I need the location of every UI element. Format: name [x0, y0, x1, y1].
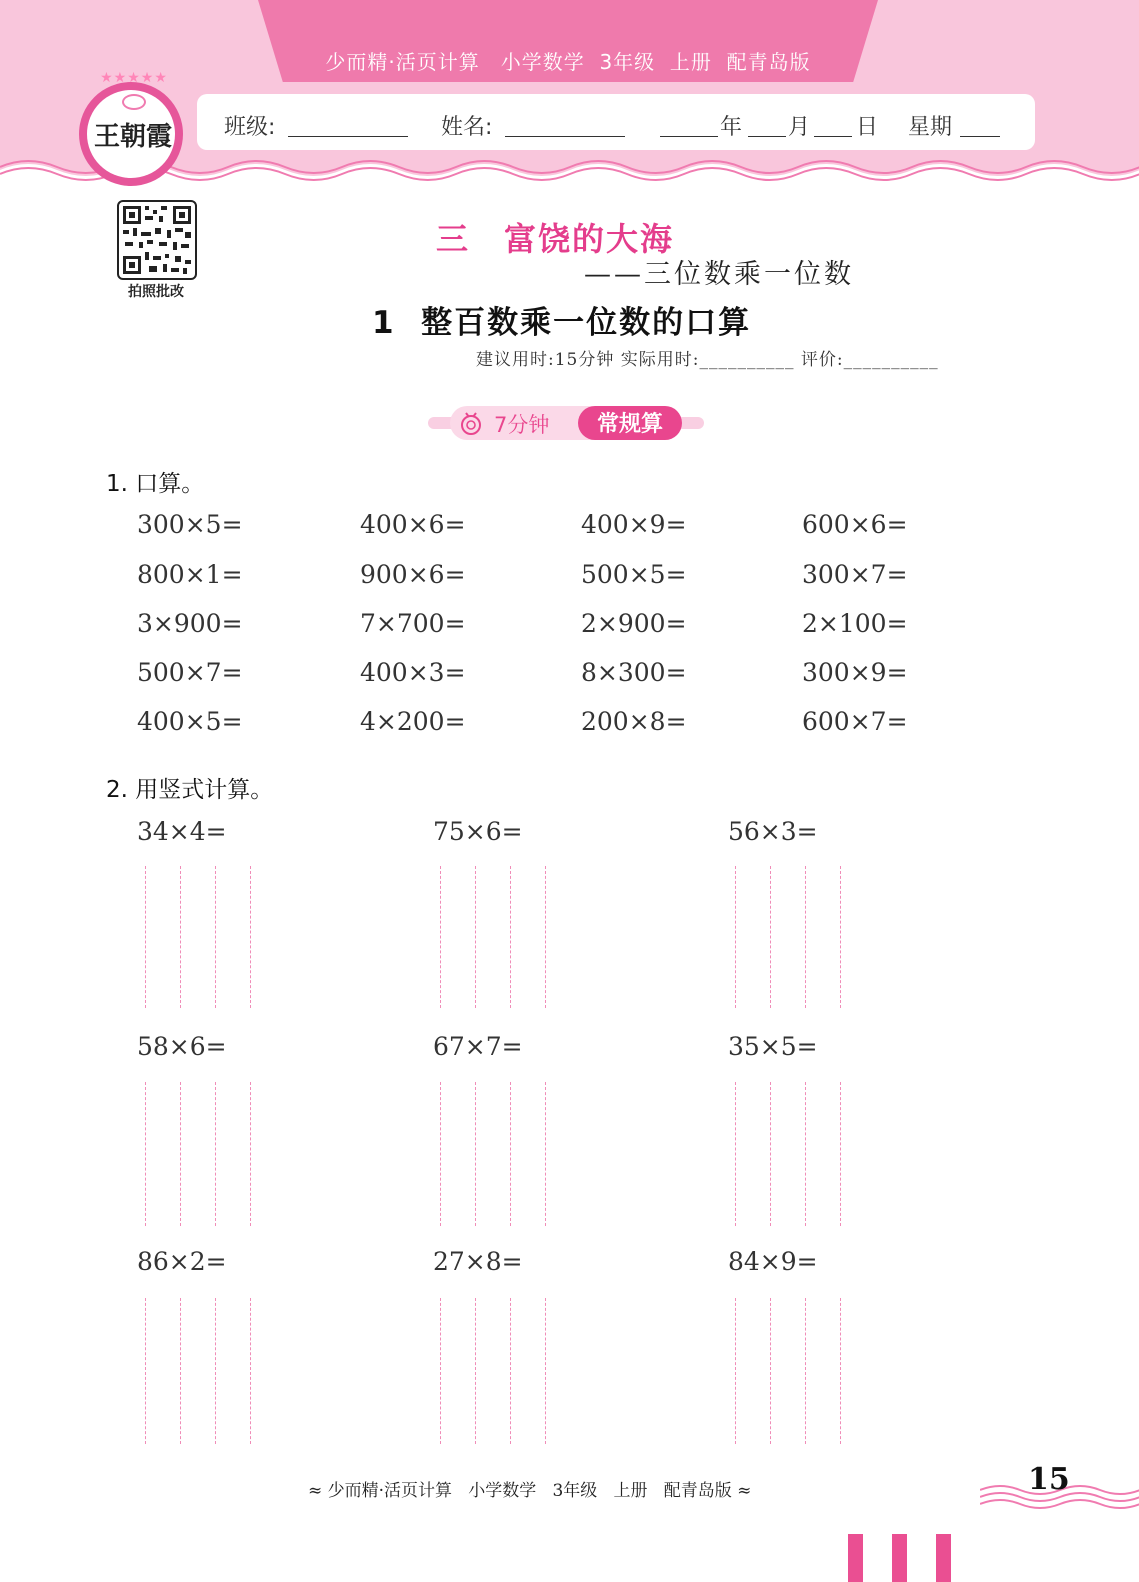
work-guide-line [545, 866, 546, 1008]
edge-tab-mark [892, 1534, 907, 1582]
work-guide-line [180, 866, 181, 1008]
logo-text: 王朝霞 [93, 122, 172, 152]
logo-stars-icon: ★★★★★ [100, 70, 168, 86]
work-guide-line [475, 1082, 476, 1226]
oral-problem: 400×9= [581, 510, 687, 539]
work-guide-line [250, 866, 251, 1008]
work-guide-line [440, 1298, 441, 1444]
work-guide-line [215, 1082, 216, 1226]
medal-clock-icon [458, 410, 484, 436]
work-guide-line [250, 1298, 251, 1444]
day-field[interactable] [814, 136, 852, 137]
work-guide-line [215, 1298, 216, 1444]
work-guide-line [735, 1082, 736, 1226]
work-guide-line [475, 866, 476, 1008]
unit-title: 三 富饶的大海 [436, 220, 675, 258]
work-guide-line [145, 1082, 146, 1226]
edge-tab-mark [936, 1534, 951, 1582]
footer-series-text: ≈ 少而精·活页计算 小学数学 3年级 上册 配青岛版 ≈ [308, 1481, 752, 1501]
page-number: 15 [1028, 1462, 1070, 1497]
oral-problem: 600×7= [802, 707, 908, 736]
vertical-problem: 56×3= [728, 817, 818, 846]
oral-problem: 500×5= [581, 560, 687, 589]
work-guide-line [805, 1082, 806, 1226]
work-guide-line [770, 1298, 771, 1444]
work-guide-line [510, 1298, 511, 1444]
edge-tab-mark [848, 1534, 863, 1582]
work-guide-line [475, 1298, 476, 1444]
work-guide-line [840, 1298, 841, 1444]
oral-problem: 2×900= [581, 609, 687, 638]
question-1-heading: 1. 口算。 [106, 471, 205, 497]
work-guide-line [440, 1082, 441, 1226]
vertical-problem: 67×7= [433, 1032, 523, 1061]
work-guide-line [805, 1298, 806, 1444]
month-field[interactable] [748, 136, 786, 137]
work-guide-line [770, 1082, 771, 1226]
year-label: 年 [720, 115, 743, 140]
class-field[interactable] [288, 136, 408, 137]
qr-caption: 拍照批改 [128, 284, 184, 300]
work-guide-line [215, 866, 216, 1008]
oral-problem: 400×6= [360, 510, 466, 539]
work-guide-line [545, 1082, 546, 1226]
oral-problem: 2×100= [802, 609, 908, 638]
work-guide-line [180, 1082, 181, 1226]
class-label: 班级: [224, 115, 276, 140]
work-guide-line [145, 1298, 146, 1444]
oral-problem: 7×700= [360, 609, 466, 638]
work-guide-line [440, 866, 441, 1008]
oral-problem: 800×1= [137, 560, 243, 589]
unit-subtitle: ——三位数乘一位数 [584, 259, 854, 290]
name-field[interactable] [505, 136, 625, 137]
oral-problem: 200×8= [581, 707, 687, 736]
work-guide-line [840, 866, 841, 1008]
work-guide-line [250, 1082, 251, 1226]
oral-problem: 300×5= [137, 510, 243, 539]
oral-problem: 600×6= [802, 510, 908, 539]
oral-problem: 3×900= [137, 609, 243, 638]
badge-type: 常规算 [596, 412, 663, 437]
oral-problem: 300×7= [802, 560, 908, 589]
work-guide-line [145, 866, 146, 1008]
oral-problem: 400×5= [137, 707, 243, 736]
qr-code-icon[interactable] [117, 200, 197, 280]
work-guide-line [510, 866, 511, 1008]
work-guide-line [805, 866, 806, 1008]
oral-problem: 300×9= [802, 658, 908, 687]
oral-problem: 400×3= [360, 658, 466, 687]
oral-problem: 8×300= [581, 658, 687, 687]
work-guide-line [545, 1298, 546, 1444]
work-guide-line [735, 866, 736, 1008]
work-guide-line [510, 1082, 511, 1226]
week-field[interactable] [960, 136, 1000, 137]
time-and-evaluation-line: 建议用时:15分钟 实际用时:__________ 评价:__________ [476, 350, 939, 370]
vertical-problem: 34×4= [137, 817, 227, 846]
work-guide-line [770, 866, 771, 1008]
vertical-problem: 58×6= [137, 1032, 227, 1061]
vertical-problem: 86×2= [137, 1247, 227, 1276]
lesson-title: 1 整百数乘一位数的口算 [372, 305, 752, 341]
vertical-problem: 84×9= [728, 1247, 818, 1276]
question-2-heading: 2. 用竖式计算。 [106, 777, 274, 803]
oral-problem: 500×7= [137, 658, 243, 687]
work-guide-line [180, 1298, 181, 1444]
logo-crown-icon [122, 94, 146, 110]
year-field[interactable] [660, 136, 718, 137]
week-label: 星期 [908, 115, 953, 140]
work-guide-line [735, 1298, 736, 1444]
vertical-problem: 35×5= [728, 1032, 818, 1061]
oral-problem: 900×6= [360, 560, 466, 589]
badge-time: 7分钟 [494, 413, 550, 437]
vertical-problem: 75×6= [433, 817, 523, 846]
vertical-problem: 27×8= [433, 1247, 523, 1276]
oral-problem: 4×200= [360, 707, 466, 736]
name-label: 姓名: [441, 115, 493, 140]
work-guide-line [840, 1082, 841, 1226]
month-label: 月 [788, 115, 811, 140]
day-label: 日 [856, 115, 879, 140]
series-title: 少而精·活页计算 小学数学 3年级 上册 配青岛版 [325, 50, 811, 74]
